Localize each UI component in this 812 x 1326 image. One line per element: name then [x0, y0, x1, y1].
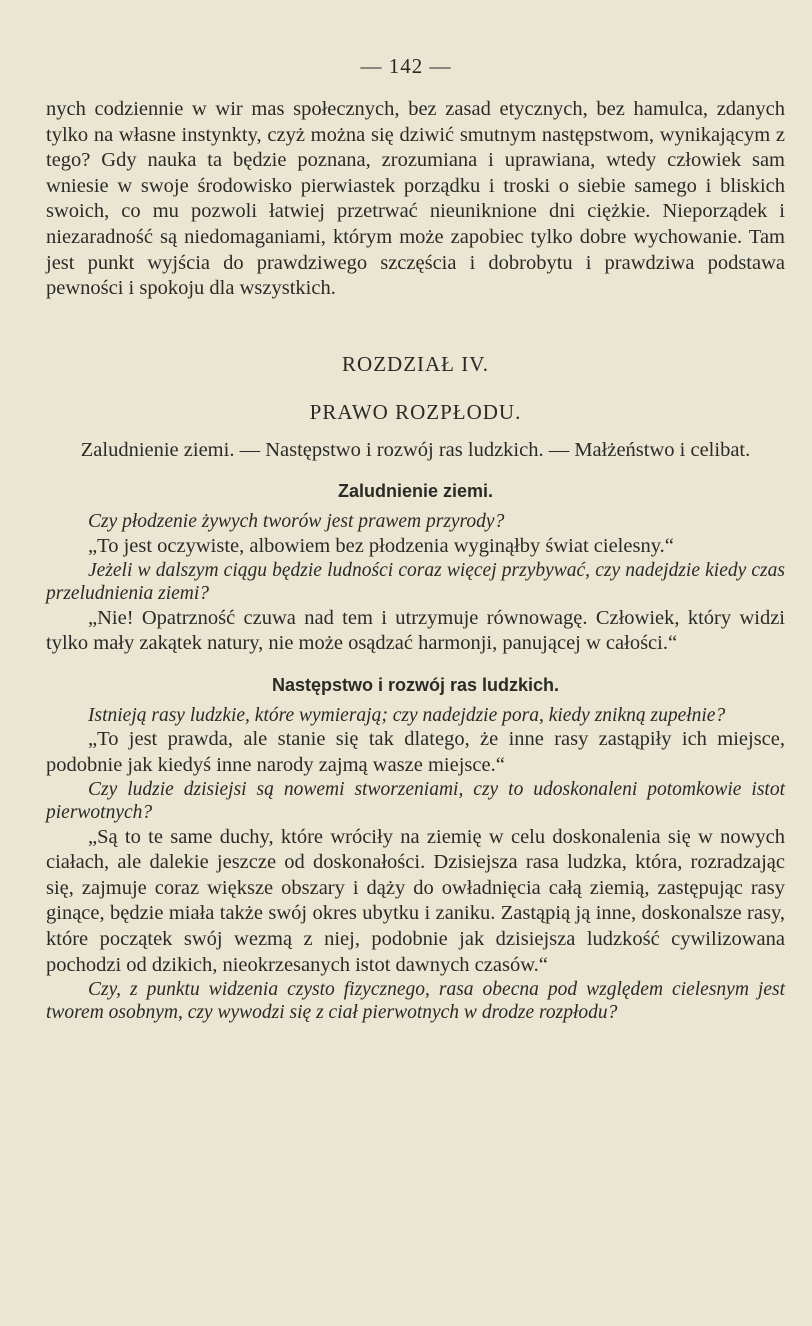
question-paragraph: Istnieją rasy ludzkie, które wymierają; czy nadejdzie pora, kiedy znikną zupełnie? — [88, 704, 726, 726]
question-paragraph: Czy ludzie dzisiejsi są nowemi stworzeniami, czy to udoskonaleni potomkowie istot pierwotnych? — [46, 779, 785, 824]
section-heading-zaludnienie: Zaludnienie ziemi. — [337, 481, 494, 502]
chapter-number: ROZDZIAŁ IV. — [342, 351, 489, 376]
section-heading-nastepstwo: Następstwo i rozwój ras ludzkich. — [271, 674, 560, 695]
answer-paragraph: „Nie! Opatrzność czuwa nad tem i utrzymuje równowagę. Człowiek, który widzi tylko mały zakątek natury, nie może osądzać harmonji, panującej w całości.“ — [46, 606, 785, 655]
answer-paragraph: „To jest prawda, ale stanie się tak dlatego, że inne rasy zastąpiły ich miejsce, podobnie jak kiedyś inne narody zajmą wasze miejsce.“ — [46, 727, 785, 776]
answer-paragraph: „Są to te same duchy, które wróciły na ziemię w celu doskonalenia się w nowych ciałach, ale dalekie jeszcze od doskonałości. Dzisiejsza rasa ludzka, która, rozradzając się, zajmuje coraz większe obszary i dąży do owładnięcia całą ziemią, zastępując rasy ginące, będzie miała także swój okres ubytku i zaniku. Zastąpią ją inne, doskonalsze rasy, które początek swój wezmą z niej, podobnie jak dzisiejsza ludzkość cywilizowana pochodzi od dzikich, nieokrzesanych istot dawnych czasów.“ — [46, 825, 785, 976]
page-number: — 142 — — [360, 54, 452, 78]
chapter-subtitle: Zaludnienie ziemi. — Następstwo i rozwój ras ludzkich. — Małżeństwo i celibat. — [80, 438, 751, 461]
question-paragraph: Jeżeli w dalszym ciągu będzie ludności coraz więcej przybywać, czy nadejdzie kiedy czas przeludnienia ziemi? — [46, 560, 785, 605]
question-paragraph: Czy płodzenie żywych tworów jest prawem przyrody? — [88, 511, 505, 533]
answer-paragraph: „To jest oczywiste, albowiem bez płodzenia wyginąłby świat cielesny.“ — [88, 534, 674, 557]
intro-paragraph: nych codziennie w wir mas społecznych, bez zasad etycznych, bez hamulca, zdanych tylko na własne instynkty, czyż można się dziwić smutnym następstwom, wynikającym z tego? Gdy nauka ta będzie poznana, zrozumiana i uprawiana, wtedy człowiek sam wniesie w swoje środowisko pierwiastek porządku i troski o siebie samego i bliskich swoich, co mu pozwoli łatwiej przetrwać nieuniknione dni ciężkie. Nieporządek i niezaradność są niedomaganiami, którym może zapobiec tylko dobre wychowanie. Tam jest punkt wyjścia do prawdziwego szczęścia i dobrobytu i prawdziwa podstawa pewności i spokoju dla wszystkich. — [46, 98, 785, 300]
chapter-title: PRAWO ROZPŁODU. — [309, 399, 522, 424]
text-column — [46, 97, 785, 1025]
question-paragraph: Czy, z punktu widzenia czysto fizycznego, rasa obecna pod względem cielesnym jest tworem osobnym, czy wywodzi się z ciał pierwotnych w drodze rozpłodu? — [46, 979, 785, 1024]
